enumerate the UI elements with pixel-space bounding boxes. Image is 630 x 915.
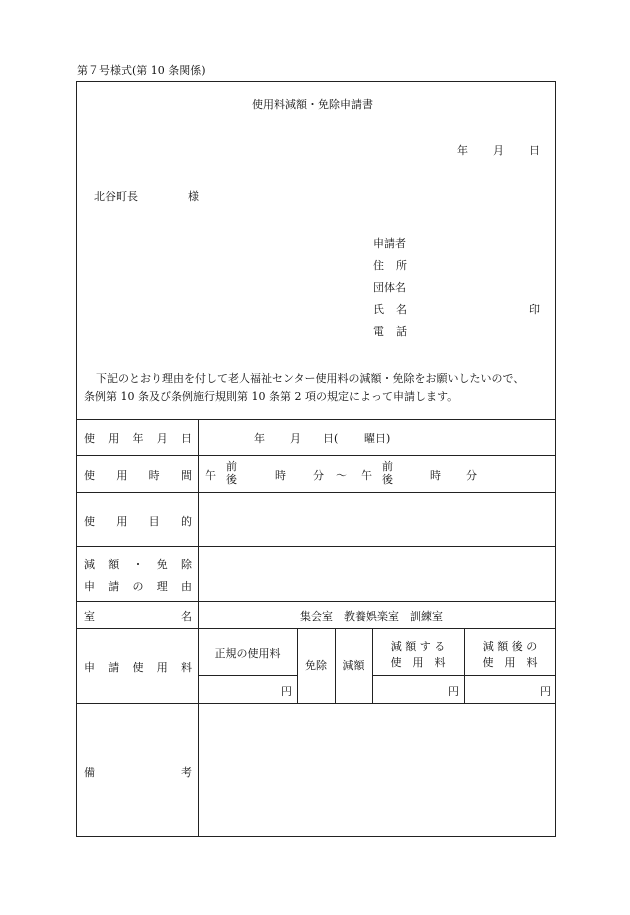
row-divider: [76, 455, 556, 456]
reduce-amount-yen: 円: [448, 685, 459, 698]
after-reduction-yen: 円: [540, 685, 551, 698]
usage-date-day: 日(: [323, 432, 339, 445]
after-reduction-header-line-2: 使 用 料: [482, 656, 538, 669]
time-start-minute: 分: [313, 469, 324, 482]
after-reduction-header-line-1: 減 額 後 の: [482, 640, 538, 653]
room-options: 集会室 教養娯楽室 訓練室: [300, 610, 443, 623]
pm-option: 後: [226, 473, 237, 486]
addressee-honorific: 様: [188, 190, 199, 203]
row-divider: [76, 703, 556, 704]
room-name-label: 室 名: [84, 610, 192, 623]
applicant-phone-label: 電 話: [373, 325, 407, 338]
applicant-group-label: 団体名: [373, 281, 406, 294]
time-start-hour: 時: [275, 469, 286, 482]
usage-date-weekday: 曜日): [364, 432, 391, 445]
time-end-ampm: [382, 460, 393, 486]
exempt-header: 免除: [305, 659, 327, 672]
row-divider: [76, 628, 556, 629]
time-end-hour: 時: [430, 469, 441, 482]
date-day: 日: [529, 144, 540, 157]
row-divider: [76, 492, 556, 493]
statement-line-1: 下記のとおり理由を付して老人福祉センター使用料の減額・免除をお願いしたいので、: [96, 372, 525, 385]
date-month: 月: [493, 144, 504, 157]
fee-label: 申 請 使 用 料: [84, 661, 192, 674]
statement-line-2: 条例第 10 条及び条例施行規則第 10 条第 2 項の規定によって申請します。: [84, 390, 459, 403]
addressee-name: 北谷町長: [94, 190, 138, 203]
form-title: 使用料減額・免除申請書: [252, 98, 373, 111]
am-option: 前: [382, 460, 393, 473]
seal-mark: 印: [529, 303, 540, 316]
usage-date-year: 年: [254, 432, 265, 445]
reduce-header: 減額: [342, 659, 365, 672]
form-number: 第７号様式(第 10 条関係): [77, 64, 206, 77]
reason-label-line-2: 申 請 の 理 由: [84, 580, 192, 593]
usage-purpose-label: 使 用 目 的: [84, 515, 192, 528]
am-option: 前: [226, 460, 237, 473]
time-range-tilde: 〜: [336, 469, 347, 482]
reduce-amount-header-line-2: 使 用 料: [390, 656, 446, 669]
row-divider: [76, 546, 556, 547]
fee-inner-divider: [198, 675, 297, 676]
applicant-name-label: 氏 名: [373, 303, 407, 316]
usage-date-label: 使 用 年 月 日: [84, 432, 192, 445]
time-end-minute: 分: [466, 469, 477, 482]
time-start-ampm: [226, 460, 237, 486]
time-start-gozen: 午: [205, 469, 216, 482]
regular-fee-header: 正規の使用料: [214, 647, 281, 660]
pm-option: 後: [382, 473, 393, 486]
reason-label-line-1: 減 額 ・ 免 除: [84, 558, 192, 571]
reduce-amount-header-line-1: 減 額 す る: [390, 640, 446, 653]
date-year: 年: [457, 144, 468, 157]
row-divider: [76, 601, 556, 602]
regular-fee-yen: 円: [281, 685, 292, 698]
label-column-divider: [198, 419, 199, 837]
applicant-address-label: 住 所: [373, 259, 407, 272]
application-form-frame: [76, 81, 556, 837]
applicant-heading: 申請者: [373, 237, 406, 250]
usage-date-month: 月: [290, 432, 301, 445]
row-divider: [76, 419, 556, 420]
usage-time-label: 使 用 時 間: [84, 469, 192, 482]
time-end-gozen: 午: [361, 469, 372, 482]
remarks-label: 備 考: [84, 766, 192, 779]
